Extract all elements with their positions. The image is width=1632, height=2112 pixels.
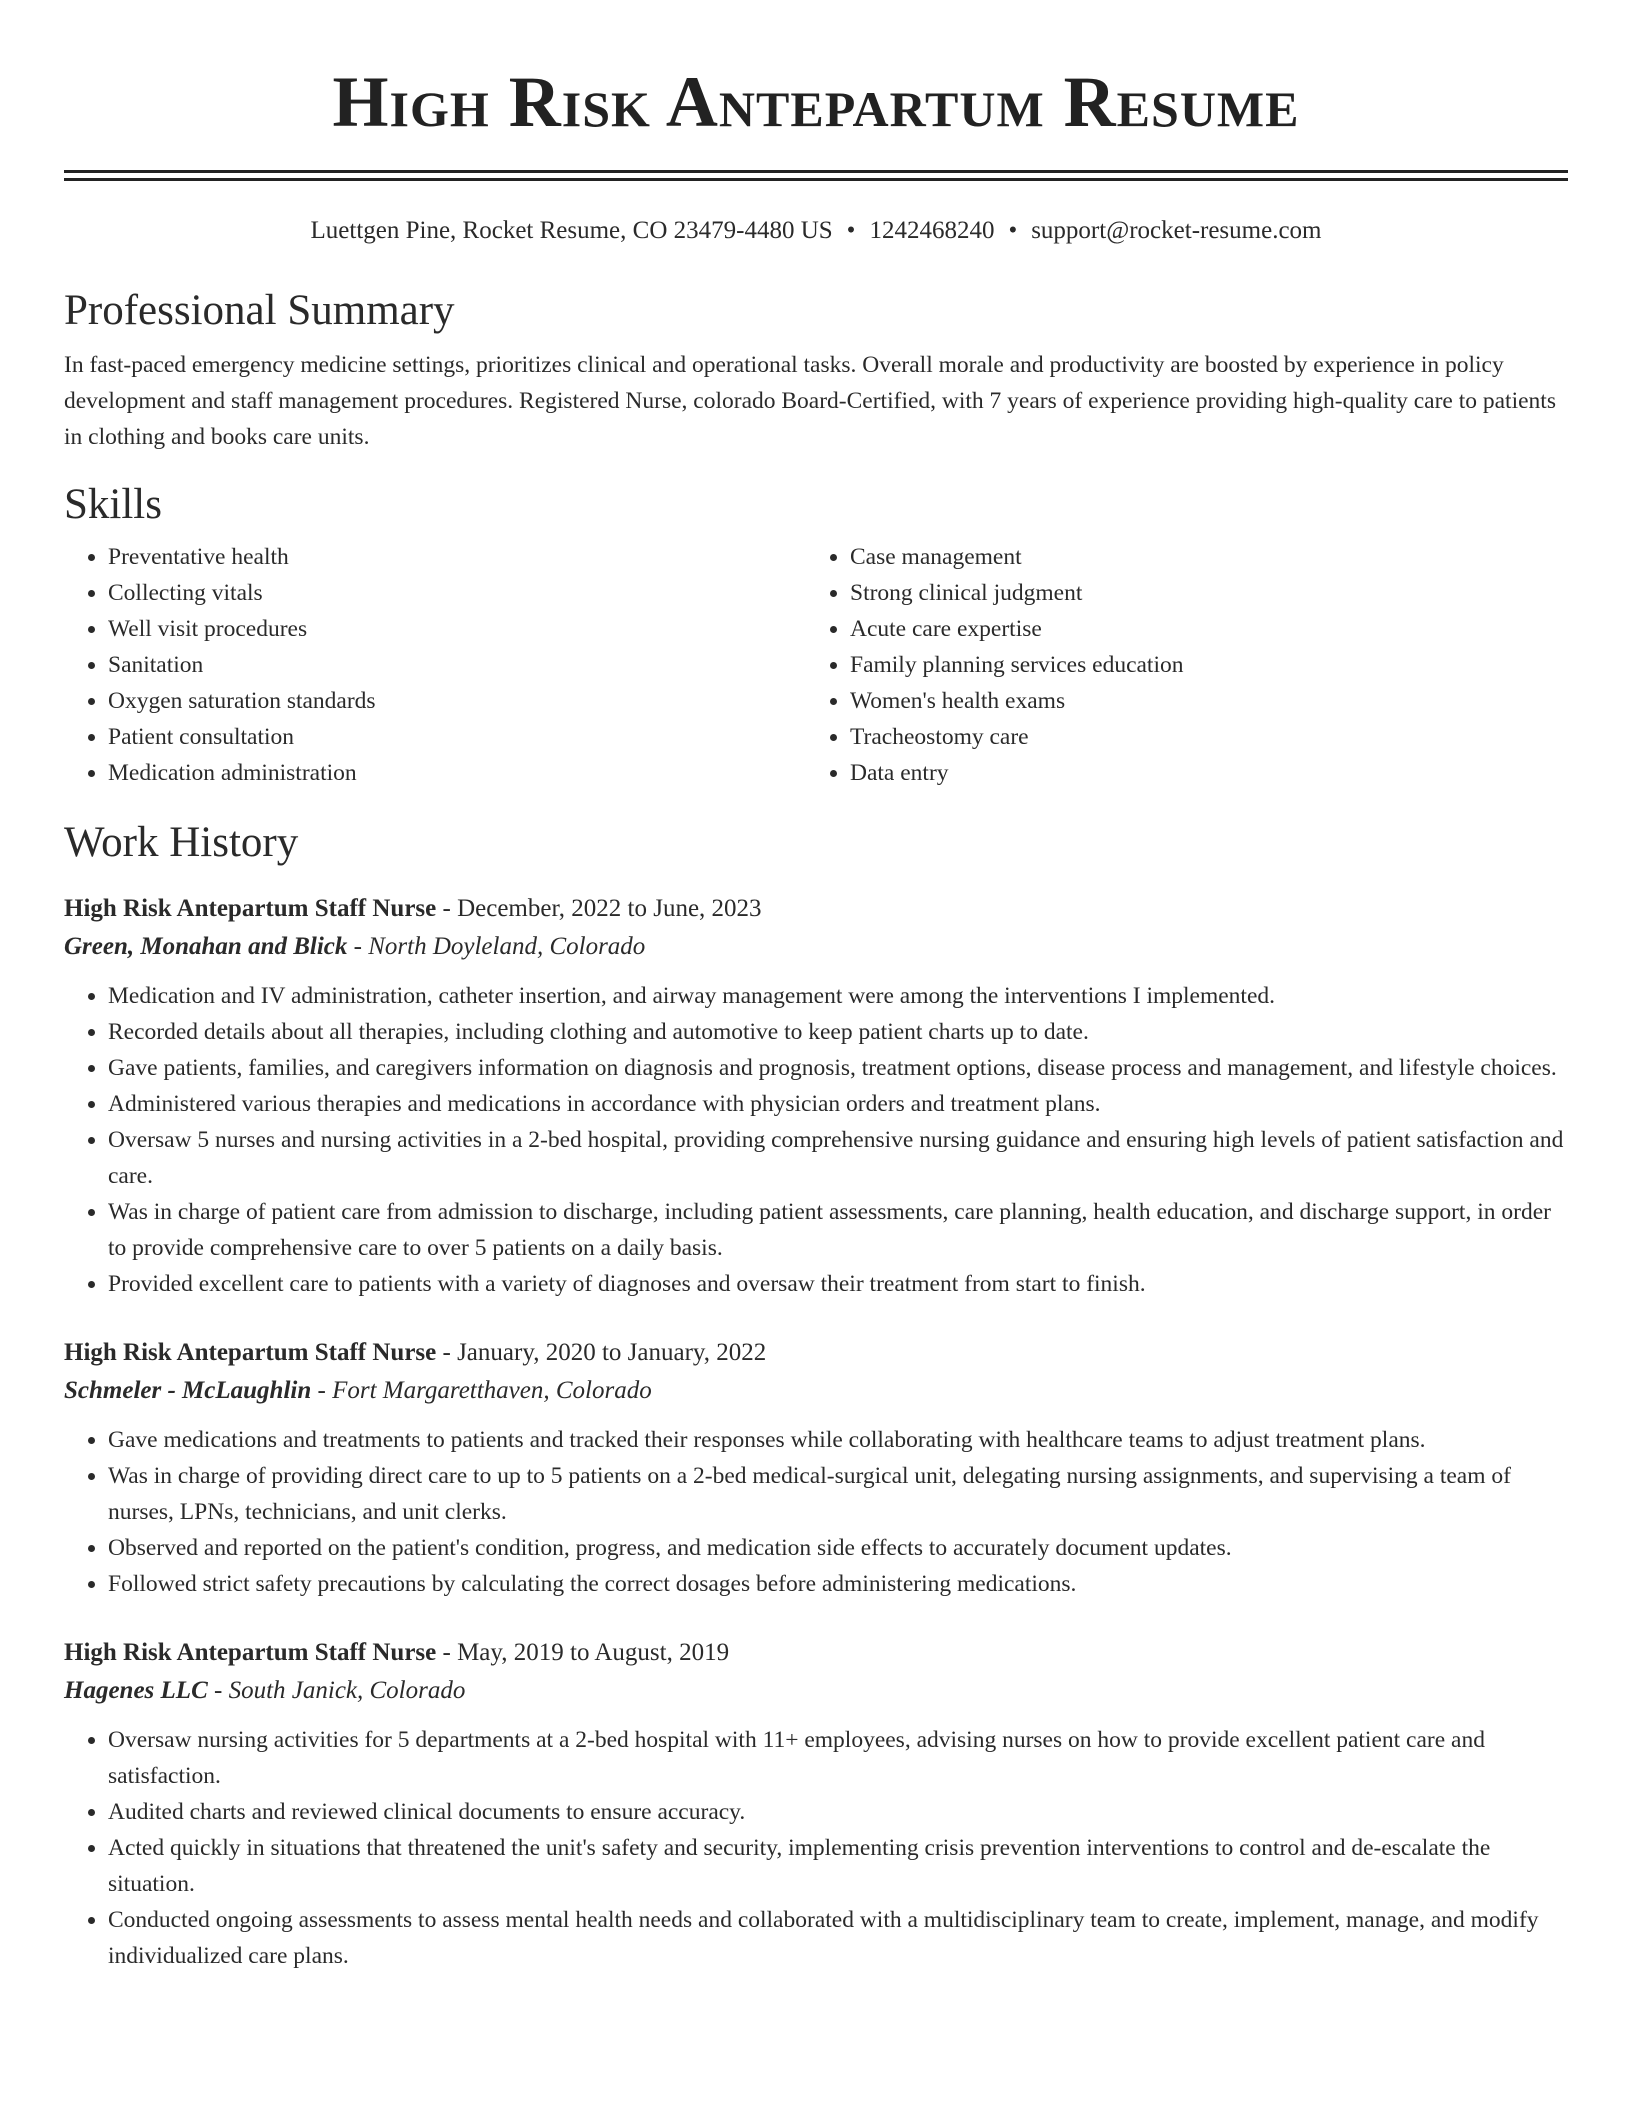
skills-list-right [806, 539, 1568, 791]
skill-item: • Data entry [850, 755, 1568, 791]
resume-page [64, 0, 1568, 1974]
skill-item: • Tracheostomy care [850, 719, 1568, 755]
job-bullet: • Gave medications and treatments to patients and tracked their responses while collaborating with healthcare teams to adjust treatment plans. [108, 1422, 1568, 1458]
job-dates: - January, 2020 to January, 2022 [436, 1339, 767, 1366]
job-role: High Risk Antepartum Staff Nurse [64, 1339, 437, 1366]
skill-item: • Acute care expertise [850, 611, 1568, 647]
job-bullet: • Conducted ongoing assessments to assess mental health needs and collaborated with a multidisciplinary team to create, implement, manage, and modify individualized care plans. [108, 1902, 1568, 1974]
job-bullet: • Oversaw nursing activities for 5 departments at a 2-bed hospital with 11+ employees, advising nurses on how to provide excellent patient care and satisfaction. [108, 1722, 1568, 1794]
job-dates: - May, 2019 to August, 2019 [436, 1639, 730, 1666]
job-title-line [64, 1335, 1568, 1371]
job-company-line [64, 1371, 1568, 1411]
job-entry [64, 891, 1568, 1302]
job-bullet: • Medication and IV administration, catheter insertion, and airway management were among the interventions I implemented. [108, 978, 1568, 1014]
job-title-line [64, 891, 1568, 927]
job-title-line [64, 1635, 1568, 1671]
job-bullets [64, 1422, 1568, 1602]
job-company: Schmeler - McLaughlin [64, 1377, 312, 1404]
job-bullet: • Observed and reported on the patient's condition, progress, and medication side effects to accurately document updates. [108, 1530, 1568, 1566]
job-bullet: • Was in charge of patient care from admission to discharge, including patient assessments, care planning, health education, and discharge support, in order to provide comprehensive care to over 5 patients on a daily basis. [108, 1194, 1568, 1266]
job-entry [64, 1635, 1568, 1974]
job-location: - South Janick, Colorado [207, 1677, 466, 1704]
job-dates: - December, 2022 to June, 2023 [436, 895, 762, 922]
skill-item: • Women's health exams [850, 683, 1568, 719]
skills-heading: Skills [64, 481, 162, 528]
skill-item: • Strong clinical judgment [850, 575, 1568, 611]
skill-item: • Medication administration [108, 755, 806, 791]
job-bullets [64, 1722, 1568, 1974]
contact-separator: • [1008, 217, 1018, 244]
job-bullets [64, 978, 1568, 1302]
contact-phone: 1242468240 [869, 217, 995, 244]
job-location: - North Doyleland, Colorado [347, 933, 646, 960]
contact-address: Luettgen Pine, Rocket Resume, CO 23479-4480 US [310, 217, 833, 244]
job-company-line [64, 927, 1568, 967]
contact-email: support@rocket-resume.com [1031, 217, 1322, 244]
job-bullet: • Gave patients, families, and caregivers information on diagnosis and prognosis, treatment options, disease process and management, and lifestyle choices. [108, 1050, 1568, 1086]
skill-item: • Sanitation [108, 647, 806, 683]
skill-item: • Preventative health [108, 539, 806, 575]
skill-item: • Collecting vitals [108, 575, 806, 611]
contact-line [64, 215, 1568, 247]
job-company-line [64, 1671, 1568, 1711]
job-bullet: • Administered various therapies and medications in accordance with physician orders and treatment plans. [108, 1086, 1568, 1122]
job-entry [64, 1335, 1568, 1602]
job-bullet: • Oversaw 5 nurses and nursing activities in a 2-bed hospital, providing comprehensive nursing guidance and ensuring high levels of patient satisfaction and care. [108, 1122, 1568, 1194]
title-double-rule [64, 170, 1568, 181]
job-location: - Fort Margaretthaven, Colorado [311, 1377, 652, 1404]
resume-title: High Risk Antepartum Resume [332, 62, 1300, 142]
job-bullet: • Provided excellent care to patients with a variety of diagnoses and oversaw their treatment from start to finish. [108, 1266, 1568, 1302]
skill-item: • Oxygen saturation standards [108, 683, 806, 719]
job-bullet: • Was in charge of providing direct care to up to 5 patients on a 2-bed medical-surgical unit, delegating nursing assignments, and supervising a team of nurses, LPNs, technicians, and unit clerks. [108, 1458, 1568, 1530]
job-role: High Risk Antepartum Staff Nurse [64, 1639, 437, 1666]
job-bullet: • Recorded details about all therapies, including clothing and automotive to keep patient charts up to date. [108, 1014, 1568, 1050]
contact-separator: • [846, 217, 856, 244]
work-history-heading: Work History [64, 819, 299, 866]
summary-text: In fast-paced emergency medicine settings, prioritizes clinical and operational tasks. Overall morale and productivity are boosted by experience in policy development and staff management procedures. Registered Nurse, colorado Board-Certified, with 7 years of experience providing high-quality care to patients in clothing and books care units. [64, 352, 1556, 450]
job-company: Hagenes LLC [64, 1677, 208, 1704]
skill-item: • Patient consultation [108, 719, 806, 755]
skills-list-left [64, 539, 806, 791]
skills-columns [64, 539, 1568, 791]
job-bullet: • Acted quickly in situations that threatened the unit's safety and security, implementing crisis prevention interventions to control and de-escalate the situation. [108, 1830, 1568, 1902]
skill-item: • Case management [850, 539, 1568, 575]
job-company: Green, Monahan and Blick [64, 933, 348, 960]
skill-item: • Well visit procedures [108, 611, 806, 647]
job-bullet: • Followed strict safety precautions by calculating the correct dosages before administering medications. [108, 1566, 1568, 1602]
skill-item: • Family planning services education [850, 647, 1568, 683]
job-role: High Risk Antepartum Staff Nurse [64, 895, 437, 922]
summary-heading: Professional Summary [64, 287, 455, 334]
job-bullet: • Audited charts and reviewed clinical documents to ensure accuracy. [108, 1794, 1568, 1830]
